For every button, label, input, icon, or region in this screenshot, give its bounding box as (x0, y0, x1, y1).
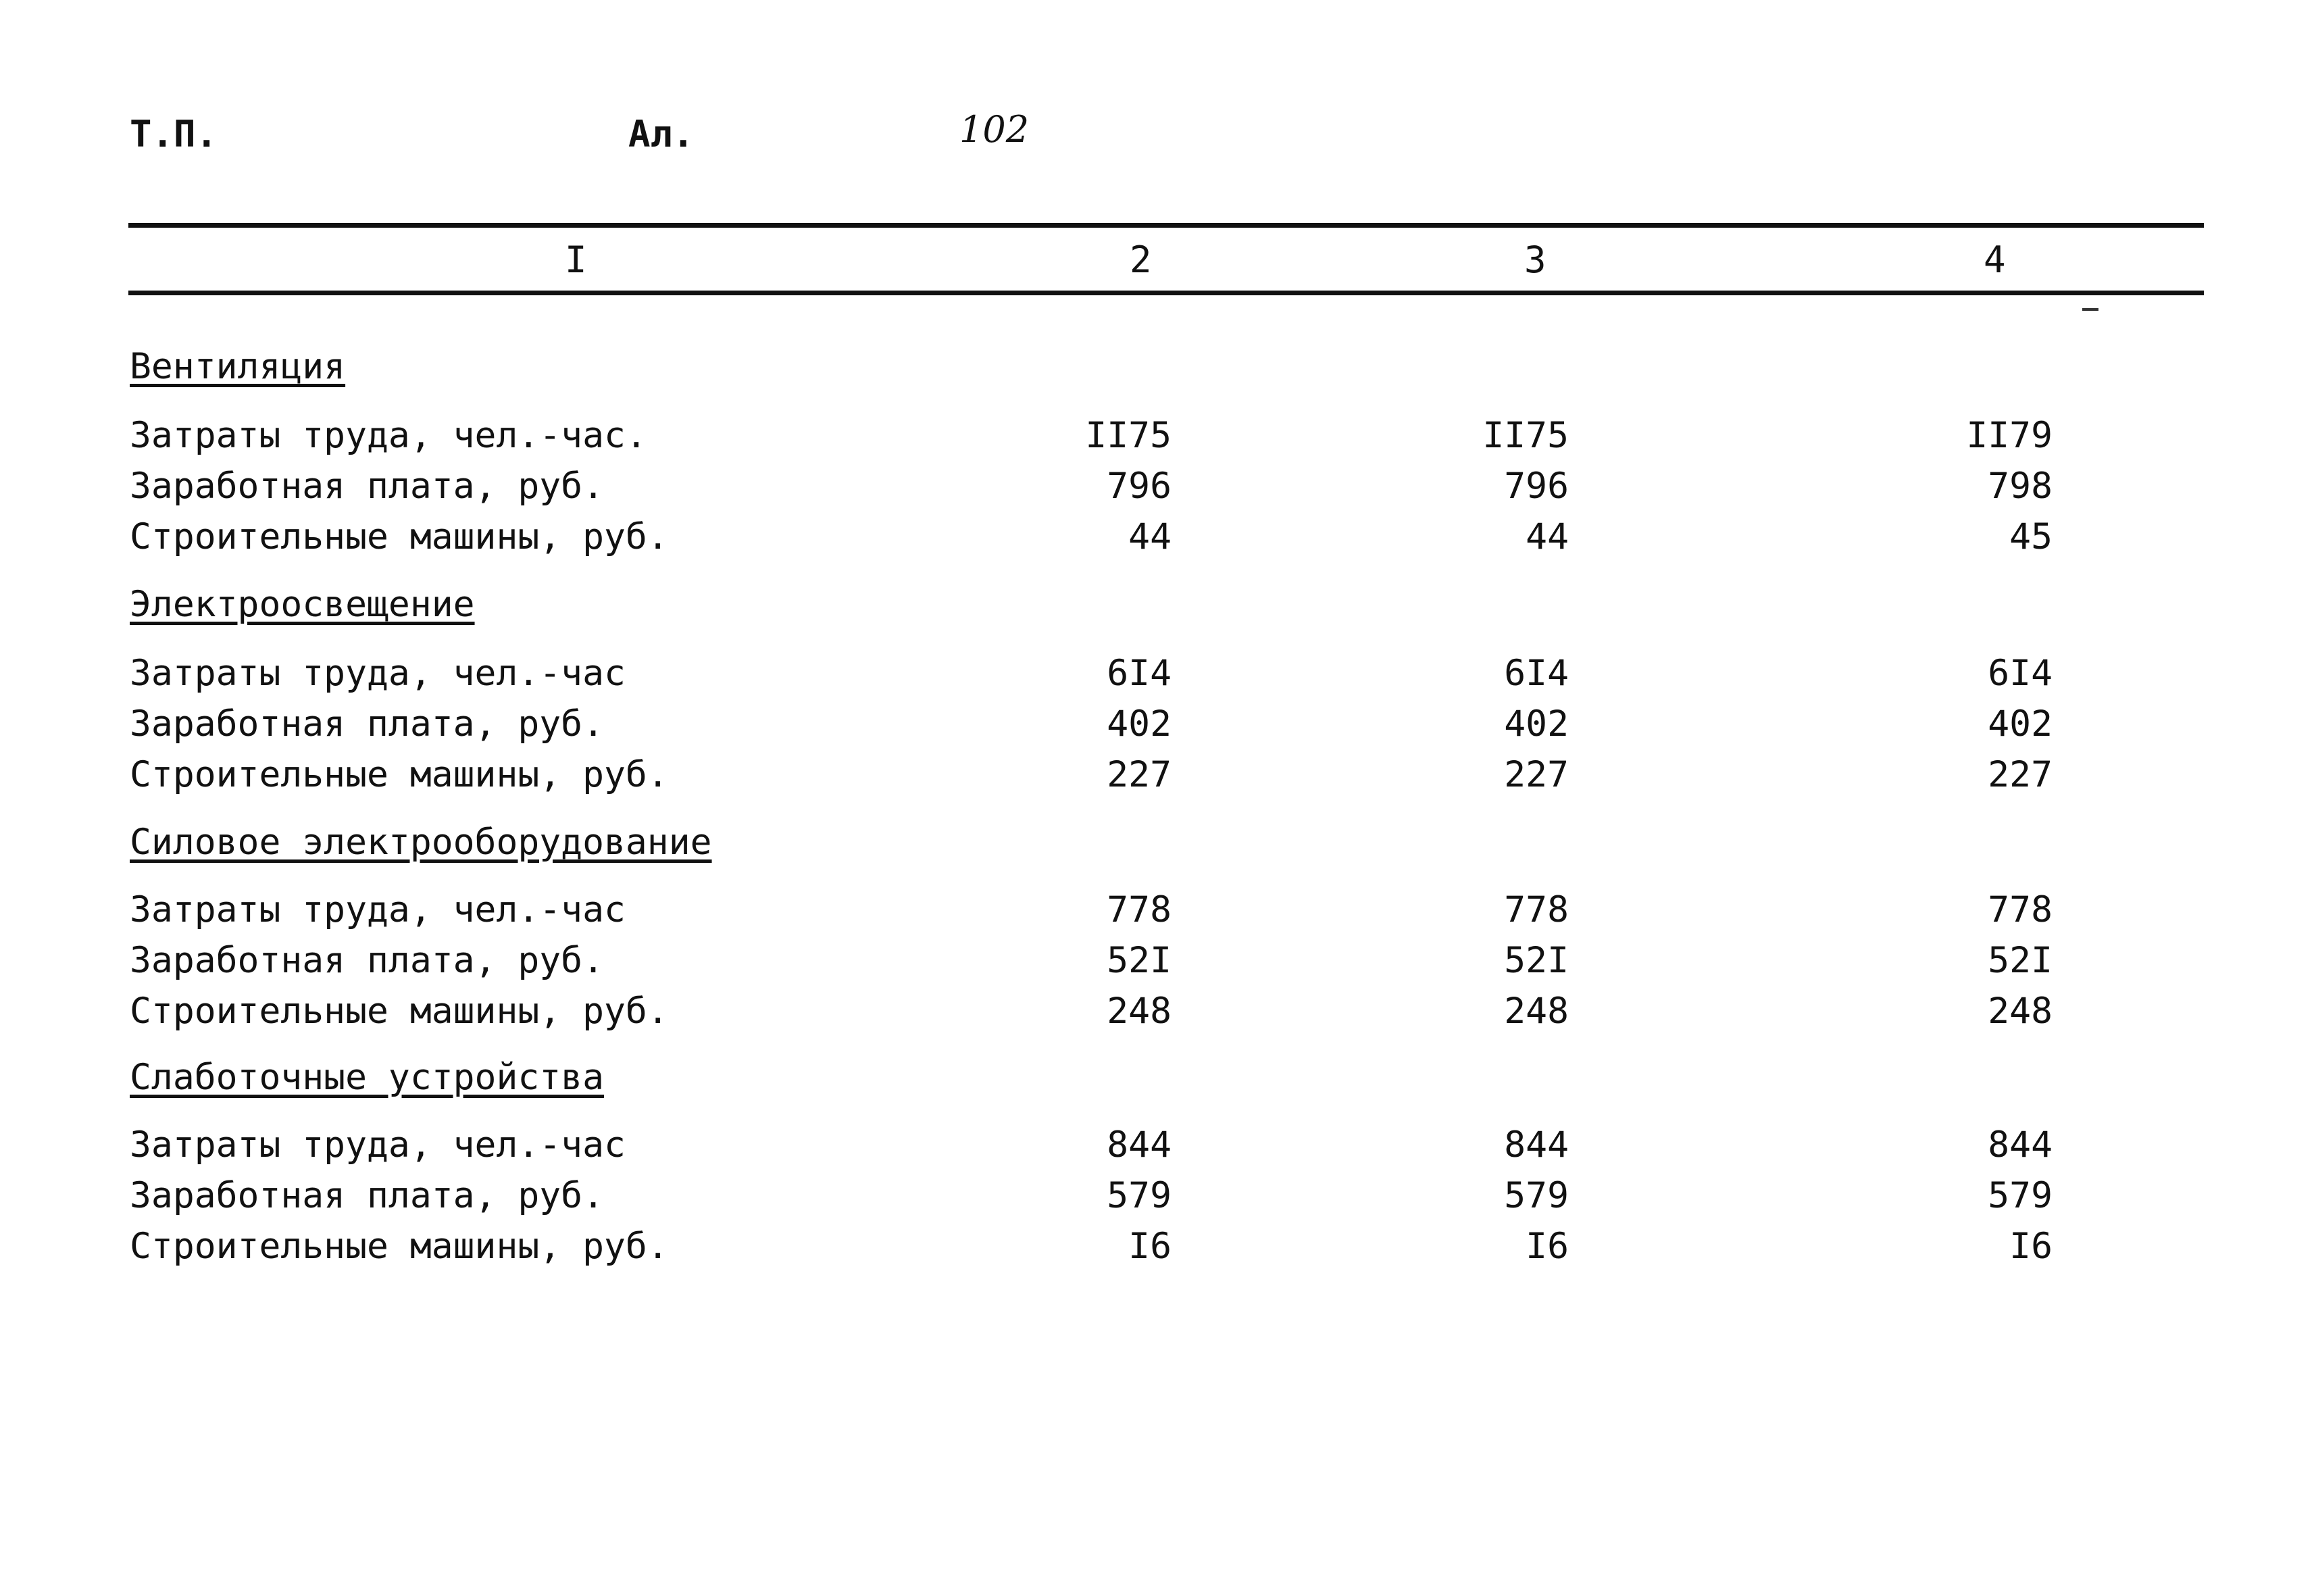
table-row (0, 655, 2314, 700)
cell-col-4: II79 (1966, 415, 2053, 456)
cell-col-4: 6I4 (1988, 653, 2053, 694)
table-row (0, 889, 2314, 937)
cell-col-2: 6I4 (1107, 653, 1172, 694)
row-label: Затраты труда, чел.-час (130, 1124, 626, 1166)
row-label: Строительные машины, руб. (130, 516, 669, 557)
cell-col-4: 227 (1988, 754, 2053, 795)
table-row (0, 1124, 2314, 1172)
section-title: Слаботочные устройства (130, 1057, 604, 1098)
cell-col-3: 796 (1504, 466, 1569, 507)
header-al: Ал. (628, 113, 695, 155)
table-row (0, 1175, 2314, 1222)
cell-col-4: 402 (1988, 703, 2053, 745)
table-header-rule (128, 291, 2204, 295)
row-label: Заработная плата, руб. (130, 1175, 604, 1216)
cell-col-2: 44 (1128, 516, 1172, 557)
section-title: Силовое электрооборудование (130, 822, 712, 863)
table-row (0, 516, 2314, 564)
row-label: Строительные машины, руб. (130, 991, 669, 1032)
cell-col-3: 844 (1504, 1124, 1569, 1166)
table-row (0, 703, 2314, 751)
section-title: Вентиляция (130, 346, 346, 387)
row-label: Заработная плата, руб. (130, 703, 604, 745)
table-row (0, 468, 2314, 513)
page-number: 102 (959, 108, 1030, 151)
table-row (0, 993, 2314, 1038)
column-number-1: I (565, 239, 587, 281)
cell-col-4: 844 (1988, 1124, 2053, 1166)
cell-col-3: 402 (1504, 703, 1569, 745)
cell-col-3: 6I4 (1504, 653, 1569, 694)
cell-col-3: 44 (1526, 516, 1569, 557)
row-label: Затраты труда, чел.-час (130, 889, 626, 930)
cell-col-3: II75 (1482, 415, 1569, 456)
row-label: Затраты труда, чел.-час. (130, 415, 647, 456)
cell-col-2: I6 (1128, 1226, 1172, 1267)
table-row (0, 415, 2314, 462)
cell-col-3: 227 (1504, 754, 1569, 795)
cell-col-4: 248 (1988, 991, 2053, 1032)
table-row (0, 1228, 2314, 1273)
cell-col-4: 579 (1988, 1175, 2053, 1216)
cell-col-3: 579 (1504, 1175, 1569, 1216)
cell-col-2: 778 (1107, 889, 1172, 930)
cell-col-2: 402 (1107, 703, 1172, 745)
cell-col-2: 227 (1107, 754, 1172, 795)
cell-col-3: 248 (1504, 991, 1569, 1032)
cell-col-4: 45 (2009, 516, 2053, 557)
cell-col-4: 52I (1988, 940, 2053, 981)
table-row (0, 940, 2314, 987)
cell-col-4: 798 (1988, 466, 2053, 507)
cell-col-2: 248 (1107, 991, 1172, 1032)
column-number-3: 3 (1524, 239, 1546, 281)
section-title: Электроосвещение (130, 584, 475, 625)
cell-col-2: 796 (1107, 466, 1172, 507)
stray-mark (2082, 308, 2098, 311)
row-label: Заработная плата, руб. (130, 940, 604, 981)
table-row (0, 754, 2314, 801)
row-label: Затраты труда, чел.-час (130, 653, 626, 694)
header-tp: Т.П. (130, 113, 218, 155)
column-number-4: 4 (1984, 239, 2006, 281)
cell-col-3: 52I (1504, 940, 1569, 981)
cell-col-4: 778 (1988, 889, 2053, 930)
cell-col-2: II75 (1085, 415, 1172, 456)
row-label: Строительные машины, руб. (130, 754, 669, 795)
row-label: Заработная плата, руб. (130, 466, 604, 507)
cell-col-4: I6 (2009, 1226, 2053, 1267)
table-top-rule (128, 223, 2204, 228)
cell-col-2: 579 (1107, 1175, 1172, 1216)
column-number-2: 2 (1130, 239, 1152, 281)
row-label: Строительные машины, руб. (130, 1226, 669, 1267)
cell-col-3: 778 (1504, 889, 1569, 930)
cell-col-2: 844 (1107, 1124, 1172, 1166)
cell-col-2: 52I (1107, 940, 1172, 981)
cell-col-3: I6 (1526, 1226, 1569, 1267)
